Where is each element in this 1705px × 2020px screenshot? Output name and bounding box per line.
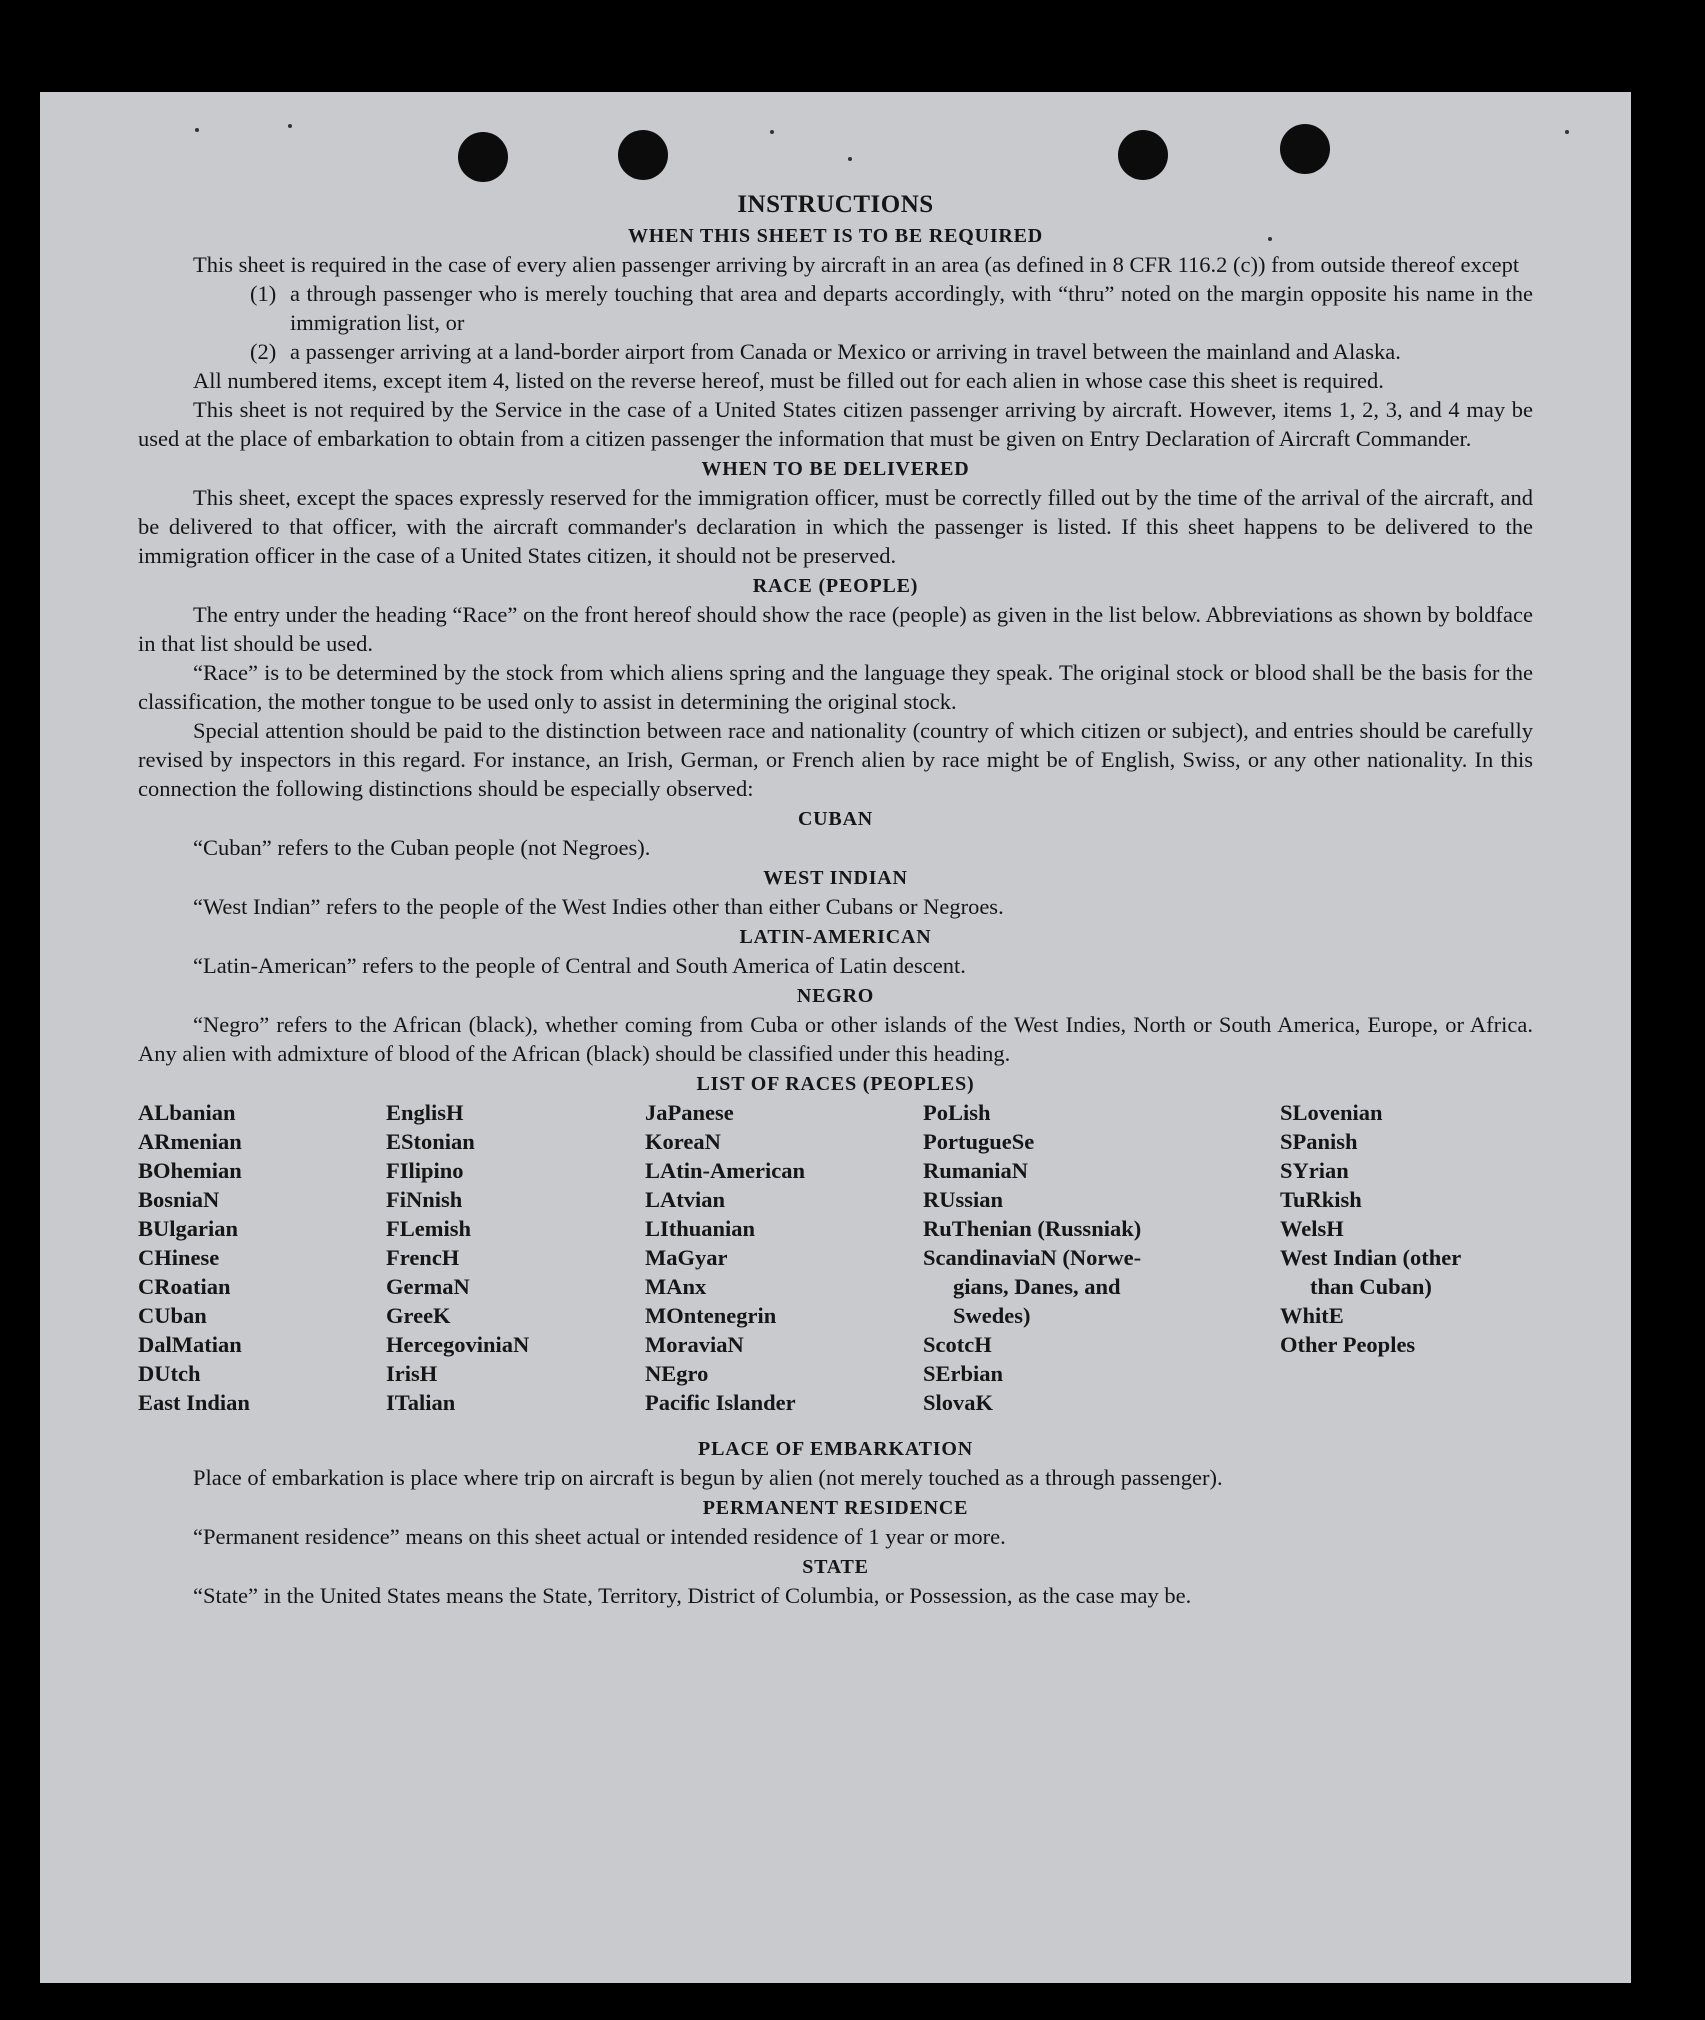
race-entry: MOntenegrin <box>645 1303 777 1328</box>
paragraph-required-intro: This sheet is required in the case of every alien passenger arriving by aircraft in an area (as defined in 8 CFR 116.2 (c)) from outside thereof except <box>193 252 1520 277</box>
heading-west-indian: WEST INDIAN <box>763 867 908 889</box>
speck <box>848 157 852 161</box>
race-entry: MaGyar <box>645 1245 728 1270</box>
race-entry: ITalian <box>386 1390 456 1415</box>
race-entry: RumaniaN <box>923 1158 1029 1183</box>
definition-negro: “Negro” refers to the African (black), whether coming from Cuba or other islands of the West Indies, North or South America, Europe, or Africa. Any alien with admixture of blood of the African (black) should be classified under this heading. <box>138 1012 1533 1066</box>
race-list <box>138 1098 1533 1433</box>
speck <box>770 130 774 134</box>
race-entry: CUban <box>138 1303 207 1328</box>
definition-latin-american: “Latin-American” refers to the people of Central and South America of Latin descent. <box>193 953 966 978</box>
race-entry: FiNnish <box>386 1187 463 1212</box>
heading-when-required: WHEN THIS SHEET IS TO BE REQUIRED <box>627 225 1044 247</box>
heading-when-delivered: WHEN TO BE DELIVERED <box>701 458 970 480</box>
heading-race: RACE (PEOPLE) <box>752 575 919 597</box>
punch-hole <box>618 130 668 180</box>
instructions-content <box>138 190 1533 1610</box>
race-entry: Other Peoples <box>1280 1332 1416 1357</box>
race-entry: CRoatian <box>138 1274 231 1299</box>
race-entry: BosniaN <box>138 1187 220 1212</box>
race-entry: than Cuban) <box>1310 1274 1432 1299</box>
race-entry: MoraviaN <box>645 1332 744 1357</box>
exception-item-2 <box>250 337 1533 366</box>
race-entry: PoLish <box>923 1100 991 1125</box>
definition-cuban: “Cuban” refers to the Cuban people (not Negroes). <box>193 835 651 860</box>
punch-hole <box>1280 124 1330 174</box>
race-entry: JaPanese <box>645 1100 734 1125</box>
race-entry: KoreaN <box>645 1129 721 1154</box>
race-entry: gians, Danes, and <box>953 1274 1121 1299</box>
race-entry: FrencH <box>386 1245 460 1270</box>
race-entry: Pacific Islander <box>645 1390 796 1415</box>
race-entry: SErbian <box>923 1361 1004 1386</box>
race-entry: ARmenian <box>138 1129 242 1154</box>
race-entry: DalMatian <box>138 1332 242 1357</box>
definition-permanent-residence: “Permanent residence” means on this sheet actual or intended residence of 1 year or more. <box>193 1524 1006 1549</box>
definition-embarkation: Place of embarkation is place where trip on aircraft is begun by alien (not merely touched as a through passenger). <box>193 1465 1223 1490</box>
race-column-4 <box>923 1098 1141 1417</box>
heading-list-of-races: LIST OF RACES (PEOPLES) <box>696 1073 975 1095</box>
paragraph-citizen: This sheet is not required by the Service in the case of a United States citizen passenger arriving by aircraft. However, items 1, 2, 3, and 4 may be used at the place of embarkation to obtain from a citizen passenger the information that must be given on Entry Declaration of Aircraft Commander. <box>138 397 1533 451</box>
race-entry: LAtvian <box>645 1187 726 1212</box>
race-entry: SlovaK <box>923 1390 994 1415</box>
punch-hole <box>1118 130 1168 180</box>
race-entry: ALbanian <box>138 1100 236 1125</box>
heading-negro: NEGRO <box>796 985 875 1007</box>
race-entry: MAnx <box>645 1274 707 1299</box>
exception-item-1 <box>250 279 1533 337</box>
punch-hole <box>458 132 508 182</box>
item-text: a through passenger who is merely touching that area and departs accordingly, with “thru” noted on the margin opposite his name in the immigration list, or <box>290 281 1533 335</box>
race-entry: West Indian (other <box>1280 1245 1462 1270</box>
item-number: (2) <box>250 339 277 364</box>
race-column-2 <box>386 1098 529 1417</box>
definition-state: “State” in the United States means the State, Territory, District of Columbia, or Possession, as the case may be. <box>193 1583 1192 1608</box>
race-entry: FLemish <box>386 1216 472 1241</box>
heading-place-of-embarkation: PLACE OF EMBARKATION <box>698 1438 973 1460</box>
race-entry: Swedes) <box>953 1303 1031 1328</box>
race-entry: East Indian <box>138 1390 250 1415</box>
document-page <box>40 92 1631 1983</box>
race-entry: EnglisH <box>386 1100 464 1125</box>
race-entry: FIlipino <box>386 1158 464 1183</box>
race-entry: ScotcH <box>923 1332 992 1357</box>
item-text: a passenger arriving at a land-border airport from Canada or Mexico or arriving in travel between the mainland and Alaska. <box>290 339 1401 364</box>
heading-cuban: CUBAN <box>797 808 874 830</box>
race-column-1 <box>138 1098 250 1417</box>
race-entry: IrisH <box>386 1361 438 1386</box>
race-entry: ScandinaviaN (Norwe- <box>923 1245 1142 1270</box>
race-entry: HercegoviniaN <box>386 1332 530 1357</box>
race-entry: SLovenian <box>1280 1100 1383 1125</box>
race-entry: PortugueSe <box>923 1129 1035 1154</box>
paragraph-numbered-items: All numbered items, except item 4, listed on the reverse hereof, must be filled out for each alien in whose case this sheet is required. <box>193 368 1384 393</box>
race-entry: CHinese <box>138 1245 220 1270</box>
race-entry: BOhemian <box>138 1158 242 1183</box>
race-entry: RUssian <box>923 1187 1004 1212</box>
race-entry: DUtch <box>138 1361 201 1386</box>
paragraph-race-entry: The entry under the heading “Race” on the front hereof should show the race (people) as given in the list below. Abbreviations as shown by boldface in that list should be used. <box>138 602 1533 656</box>
race-entry: LAtin-American <box>645 1158 805 1183</box>
race-entry: LIthuanian <box>645 1216 756 1241</box>
race-entry: SYrian <box>1280 1158 1349 1183</box>
heading-state: STATE <box>802 1556 869 1578</box>
race-entry: GreeK <box>386 1303 451 1328</box>
heading-latin-american: LATIN-AMERICAN <box>739 926 932 948</box>
race-entry: NEgro <box>645 1361 709 1386</box>
page-title: INSTRUCTIONS <box>737 191 934 218</box>
race-entry: BUlgarian <box>138 1216 239 1241</box>
item-number: (1) <box>250 281 277 306</box>
speck <box>1565 130 1569 134</box>
race-entry: RuThenian (Russniak) <box>923 1216 1142 1241</box>
definition-west-indian: “West Indian” refers to the people of the West Indies other than either Cubans or Negroes. <box>193 894 1004 919</box>
speck <box>288 124 292 128</box>
race-column-5 <box>1280 1098 1461 1359</box>
speck <box>195 128 199 132</box>
paragraph-race-stock: “Race” is to be determined by the stock from which aliens spring and the language they speak. The original stock or blood shall be the basis for the classification, the mother tongue to be used only to assist in determining the original stock. <box>138 660 1533 714</box>
race-entry: TuRkish <box>1280 1187 1362 1212</box>
paragraph-delivery: This sheet, except the spaces expressly reserved for the immigration officer, must be correctly filled out by the time of the arrival of the aircraft, and be delivered to that officer, with the aircraft commander's declaration in which the passenger is listed. If this sheet happens to be delivered to the immigration officer in the case of a United States citizen, it should not be preserved. <box>138 485 1533 568</box>
race-entry: GermaN <box>386 1274 470 1299</box>
race-entry: WhitE <box>1280 1303 1344 1328</box>
race-entry: EStonian <box>386 1129 475 1154</box>
paragraph-race-nationality: Special attention should be paid to the distinction between race and nationality (country of which citizen or subject), and entries should be carefully revised by inspectors in this regard. For instance, an Irish, German, or French alien by race might be of English, Swiss, or any other nationality. In this connection the following distinctions should be especially observed: <box>138 718 1533 801</box>
race-entry: SPanish <box>1280 1129 1358 1154</box>
race-entry: WelsH <box>1280 1216 1344 1241</box>
heading-permanent-residence: PERMANENT RESIDENCE <box>702 1497 969 1519</box>
race-column-3 <box>645 1098 805 1417</box>
